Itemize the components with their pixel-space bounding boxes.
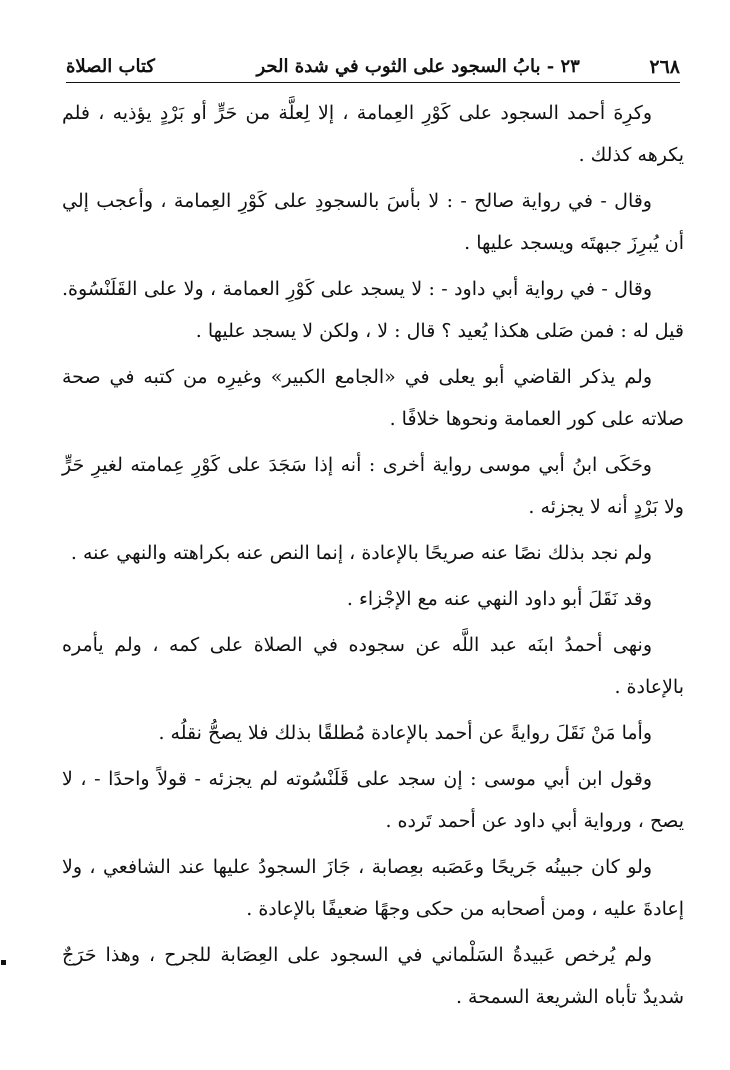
book-title: كتاب الصلاة xyxy=(66,56,155,77)
paragraph: وقال - في رواية أبي داود - : لا يسجد على كَوْرِ العمامة ، ولا على القَلَنْسُوة. قيل له : فمن صَلى هكذا يُعيد ؟ قال : لا ، ولكن لا يسجد عليها . xyxy=(62,278,684,342)
margin-mark xyxy=(1,960,6,965)
paragraph: وقول ابن أبي موسى : إن سجد على قَلَنْسُوته لم يجزئه - قولاً واحدًا - ، لا يصح ، ورواية أبي داود عن أحمد تَرده . xyxy=(62,768,684,832)
paragraph: ولم يُرخص عَبيدةُ السَلْماني في السجود على العِصَابة للجرح ، وهذا حَرَجٌ شديدٌ تأباه الشريعة السمحة . xyxy=(62,944,684,1008)
paragraph: وكرِهَ أحمد السجود على كَوْرِ العِمامة ، إلا لِعلَّة من حَرٍّ أو بَرْدٍ يؤذيه ، فلم يكرهه كذلك . xyxy=(62,102,684,166)
page-number: ٢٦٨ xyxy=(649,56,680,78)
header-rule xyxy=(66,82,680,83)
paragraph: وأما مَنْ نَقَلَ روايةً عن أحمد بالإعادة مُطلقًا بذلك فلا يصحُّ نقلُه . xyxy=(158,722,652,744)
chapter-title: ٢٣ - بابُ السجود على الثوب في شدة الحر xyxy=(256,56,580,77)
paragraph: ولم يذكر القاضي أبو يعلى في «الجامع الكبير» وغيرِه من كتبه في صحة صلاته على كور العمامة ونحوها خلافًا . xyxy=(62,366,684,430)
paragraph: ونهى أحمدُ ابنَه عبد اللَّه عن سجوده في الصلاة على كمه ، ولم يأمره بالإعادة . xyxy=(62,634,684,698)
paragraph: وحَكَى ابنُ أبي موسى رواية أخرى : أنه إذا سَجَدَ على كَوْرِ عِمامته لغيرِ حَرٍّ ولا بَرْدٍ أنه لا يجزئه . xyxy=(62,454,684,518)
running-header xyxy=(66,52,680,82)
paragraph: ولم نجد بذلك نصًا عنه صريحًا بالإعادة ، إنما النص عنه بكراهته والنهي عنه . xyxy=(70,542,652,564)
body-text xyxy=(62,92,684,1022)
paragraph: وقال - في رواية صالح - : لا بأسَ بالسجودِ على كَوْرِ العِمامة ، وأعجب إلي أن يُبرِزَ جبهتَه ويسجد عليها . xyxy=(62,190,684,254)
paragraph: ولو كان جبينُه جَريحًا وعَصَبه بعِصابة ، جَازَ السجودُ عليها عند الشافعي ، ولا إعادةَ عليه ، ومن أصحابه من حكى وجهًا ضعيفًا بالإعادة . xyxy=(62,856,684,920)
paragraph: وقد نَقَلَ أبو داود النهي عنه مع الإجْزاء . xyxy=(346,588,652,610)
